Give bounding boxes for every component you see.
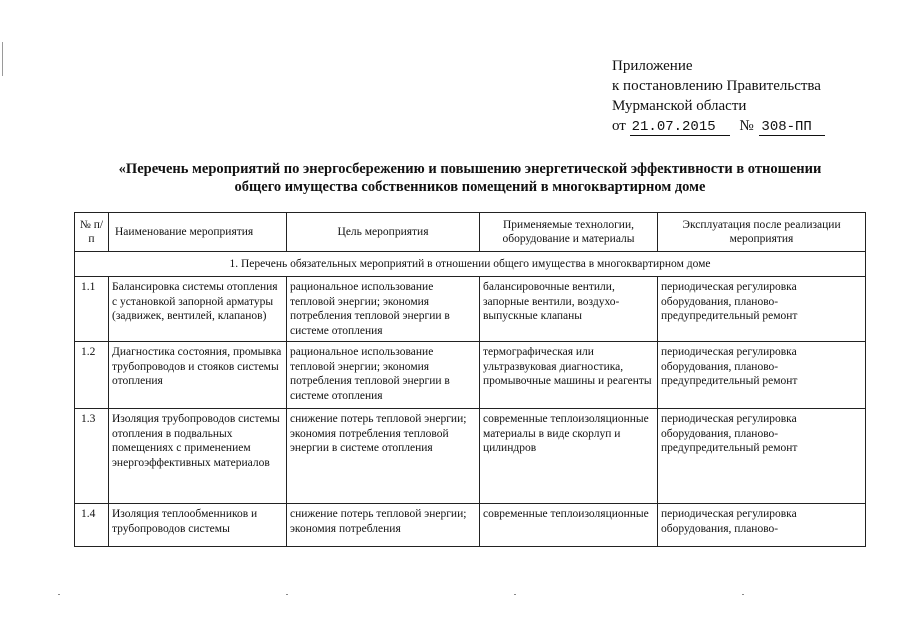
document-title-line-2: общего имущества собственников помещений в многоквартирном доме (234, 179, 706, 195)
measures-table (74, 212, 866, 547)
table-row (75, 342, 866, 409)
table-row (75, 277, 866, 342)
section-title: 1. Перечень обязательных мероприятий в отношении общего имущества в многоквартирном доме (75, 252, 866, 277)
approval-date-number-line (612, 116, 825, 136)
scan-specks (0, 594, 905, 600)
row-exploitation: периодическая регулировка оборудования, планово-предупредительный ремонт (658, 277, 866, 342)
row-exploitation (658, 504, 866, 547)
header-tech: Применяемые технологии, оборудование и материалы (480, 213, 658, 252)
scan-edge-mark (2, 42, 3, 76)
row-name: Изоляция трубопроводов системы отопления в подвальных помещениях с применением энергоэффективных материалов (109, 409, 287, 504)
approval-line-appendix: Приложение (612, 58, 693, 74)
row-exploitation-text: периодическая регулировка оборудования, планово- (661, 508, 797, 535)
row-tech (480, 504, 658, 547)
table-row (75, 409, 866, 504)
row-goal: рациональное использование тепловой энергии; экономия потребления тепловой энергии в системе отопления (287, 277, 480, 342)
row-num: 1.3 (75, 409, 109, 504)
row-name (109, 504, 287, 547)
row-tech-text: современные теплоизоляционные (483, 508, 649, 520)
row-name: Диагностика состояния, промывка трубопроводов и стояков системы отопления (109, 342, 287, 409)
header-goal: Цель мероприятия (287, 213, 480, 252)
row-num-text: 1.4 (81, 508, 96, 520)
row-tech: балансировочные вентили, запорные вентили, воздухо-выпускные клапаны (480, 277, 658, 342)
approval-line-region: Мурманской области (612, 98, 747, 114)
row-goal-text: снижение потерь тепловой энергии; экономия потребления (290, 508, 467, 535)
approval-date-prefix: от (612, 118, 626, 134)
row-goal: рациональное использование тепловой энергии; экономия потребления тепловой энергии в системе отопления (287, 342, 480, 409)
document-title-line-1: «Перечень мероприятий по энергосбережению и повышению энергетической эффективности в отношении (118, 161, 822, 177)
approval-date: 21.07.2015 (630, 120, 730, 136)
speck (58, 594, 60, 595)
row-exploitation: периодическая регулировка оборудования, планово-предупредительный ремонт (658, 342, 866, 409)
row-goal (287, 504, 480, 547)
approval-block (612, 56, 825, 136)
row-tech: термографическая или ультразвуковая диагностика, промывочные машины и реагенты (480, 342, 658, 409)
section-row (75, 252, 866, 277)
speck (742, 594, 744, 595)
row-tech: современные теплоизоляционные материалы в виде скорлуп и цилиндров (480, 409, 658, 504)
header-exploitation: Эксплуатация после реализации мероприятия (658, 213, 866, 252)
speck (514, 594, 516, 595)
speck (286, 594, 288, 595)
approval-number: 308-ПП (759, 120, 825, 136)
approval-number-sign: № (739, 118, 754, 134)
header-num: № п/п (75, 213, 109, 252)
table-row (75, 504, 866, 547)
row-exploitation: периодическая регулировка оборудования, планово-предупредительный ремонт (658, 409, 866, 504)
approval-line-resolution: к постановлению Правительства (612, 78, 821, 94)
header-name: Наименование мероприятия (109, 213, 287, 252)
row-goal: снижение потерь тепловой энергии; экономия потребления тепловой энергии в системе отопления (287, 409, 480, 504)
row-name-text: Изоляция теплообменников и трубопроводов системы (112, 508, 258, 535)
table-header-row (75, 213, 866, 252)
row-num: 1.2 (75, 342, 109, 409)
row-num: 1.1 (75, 277, 109, 342)
document-title (90, 160, 850, 196)
row-num (75, 504, 109, 547)
row-name: Балансировка системы отопления с установкой запорной арматуры (задвижек, вентилей, клапанов) (109, 277, 287, 342)
